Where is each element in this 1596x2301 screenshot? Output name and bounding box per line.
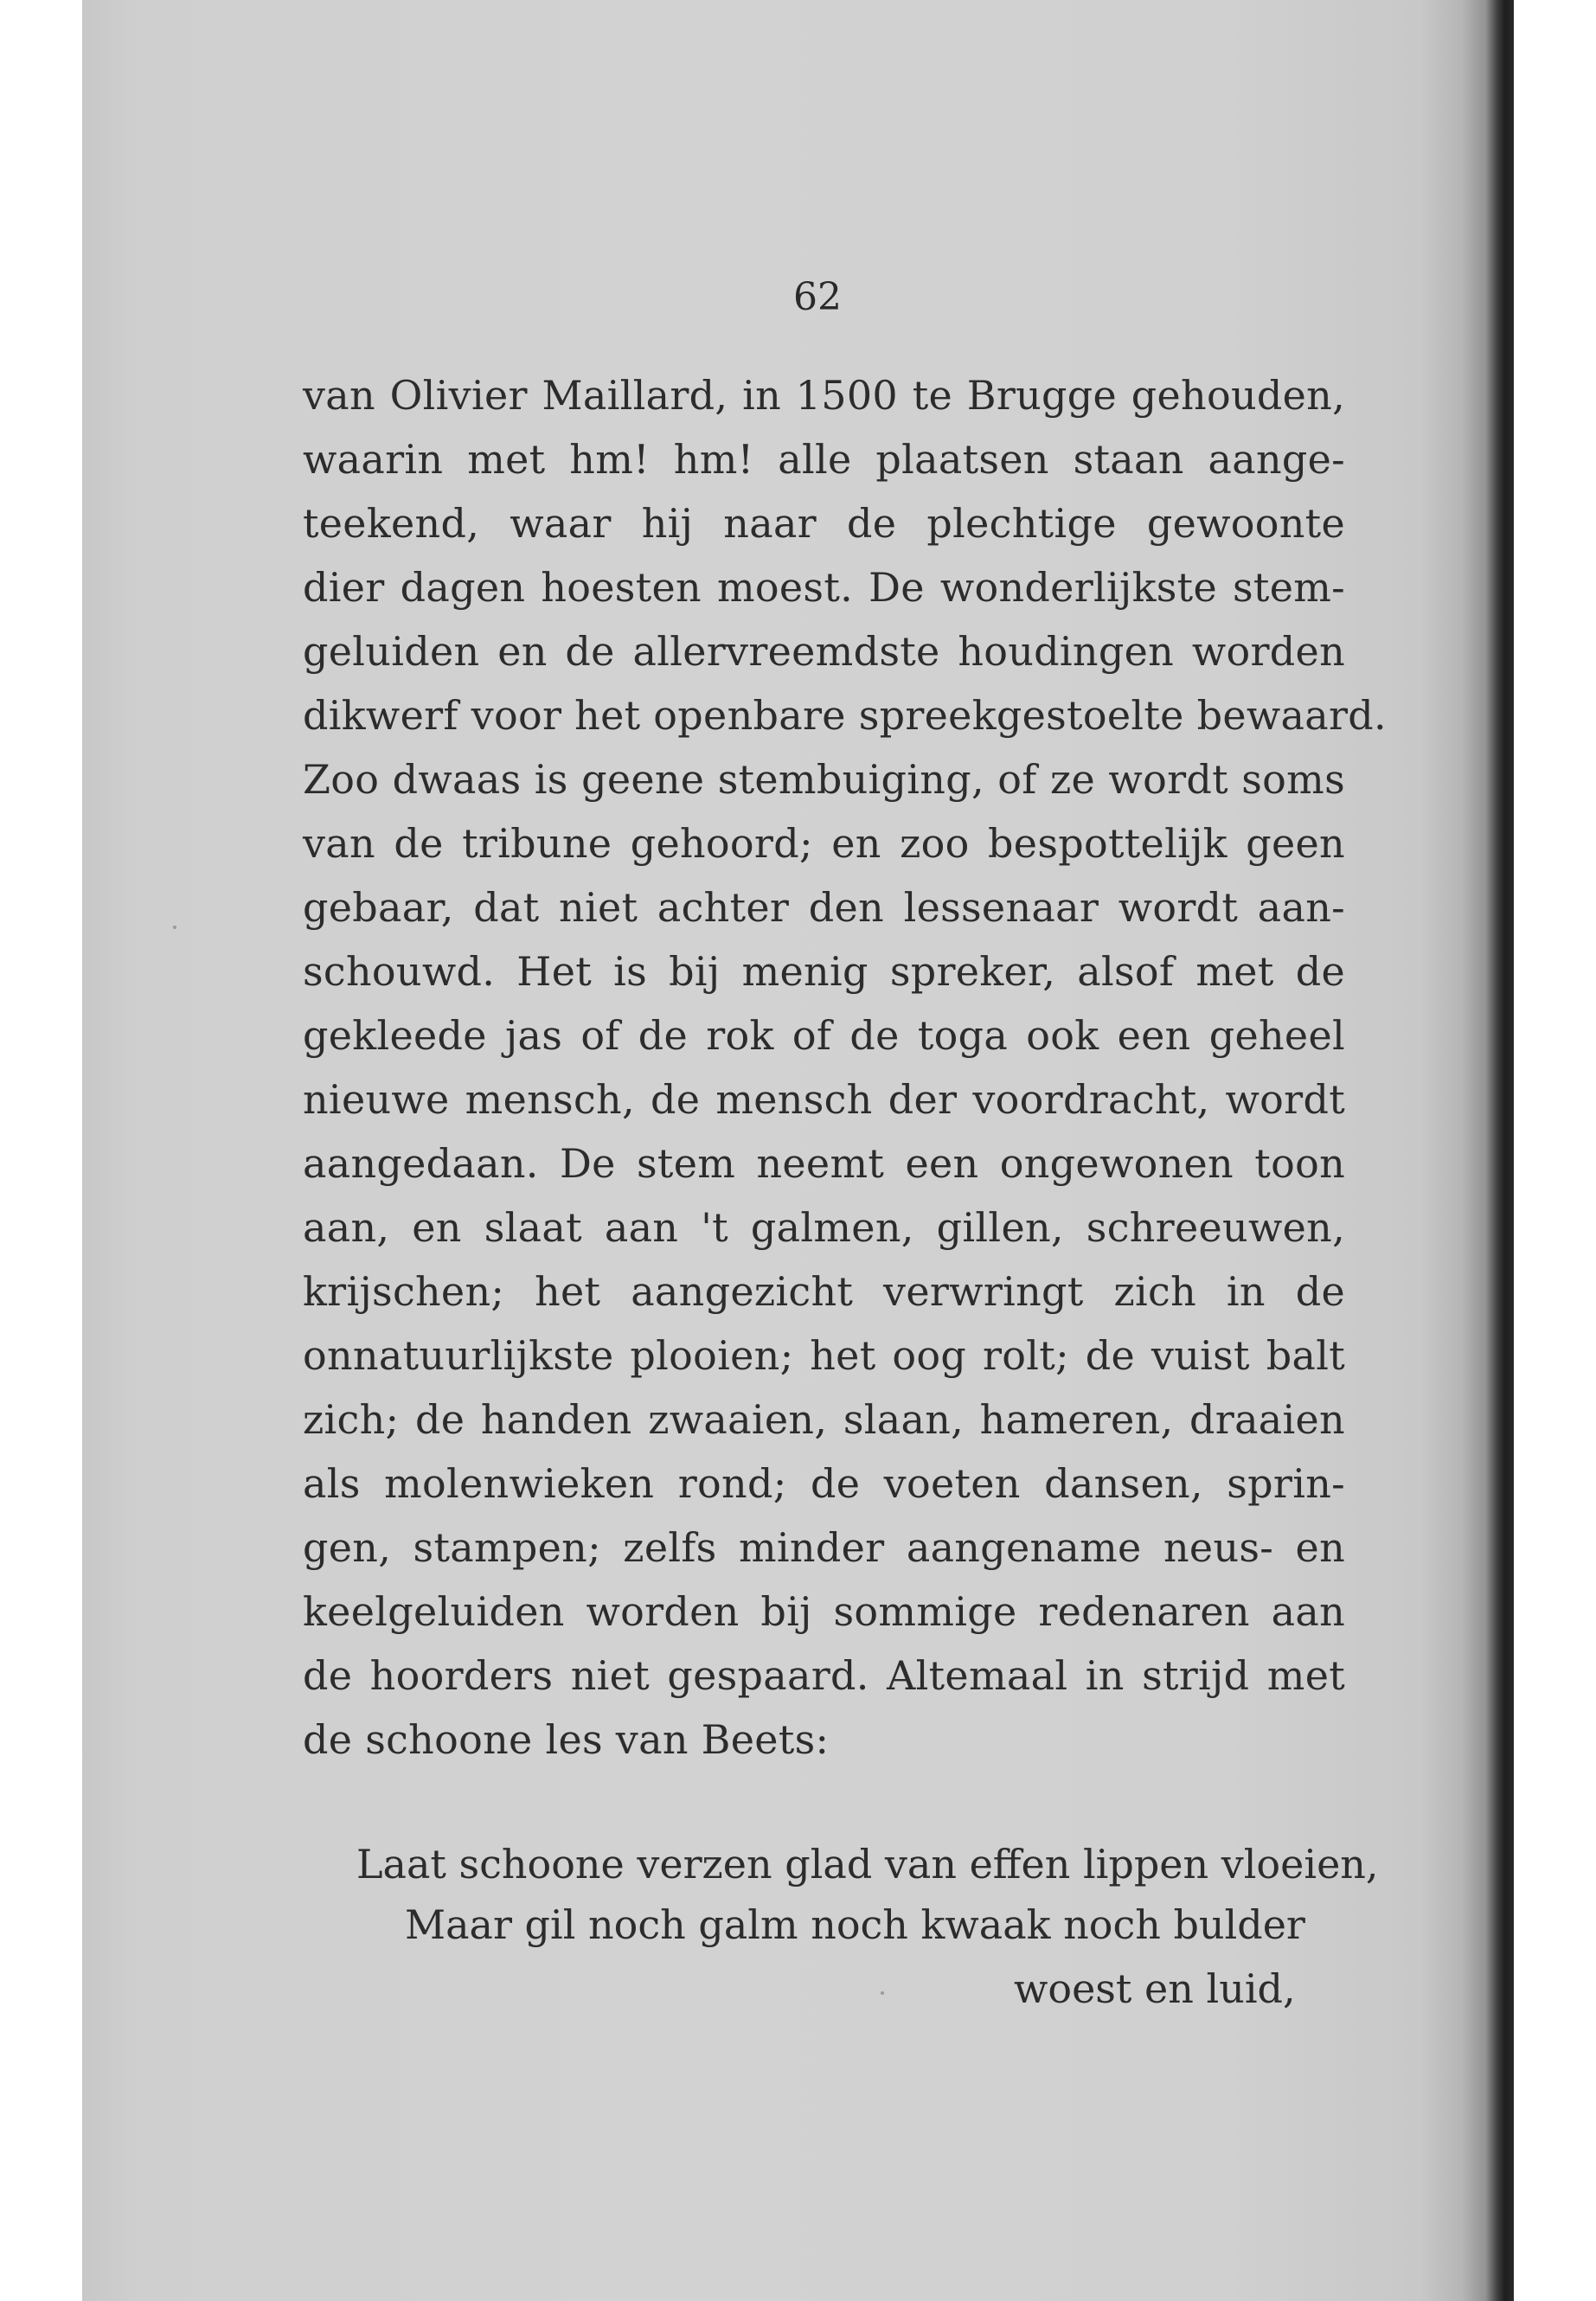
text-line: gekleede jas of de rok of de toga ook een geheel <box>303 1012 1345 1059</box>
verse-line: Maar gil noch galm noch kwaak noch bulder <box>405 1901 1305 1948</box>
text-line: Zoo dwaas is geene stembuiging, of ze wordt soms <box>303 756 1345 803</box>
paper-speck <box>881 1991 884 1995</box>
text-line: de hoorders niet gespaard. Altemaal in strijd met <box>303 1652 1345 1699</box>
text-line: krijschen; het aangezicht verwringt zich in de <box>303 1268 1345 1315</box>
text-line: van Olivier Maillard, in 1500 te Brugge gehouden, <box>303 372 1345 419</box>
paper-speck <box>173 926 176 929</box>
text-line: keelgeluiden worden bij sommige redenaren aan <box>303 1588 1345 1635</box>
text-line: aangedaan. De stem neemt een ongewonen toon <box>303 1140 1345 1187</box>
text-line: dier dagen hoesten moest. De wonderlijkste stem- <box>303 564 1345 611</box>
text-line: gebaar, dat niet achter den lessenaar wordt aan- <box>303 884 1345 931</box>
text-line: teekend, waar hij naar de plechtige gewoonte <box>303 500 1345 547</box>
text-line: dikwerf voor het openbare spreekgestoelte bewaard. <box>303 692 1387 739</box>
body-paragraph <box>303 363 1387 1772</box>
text-line: de schoone les van Beets: <box>303 1716 830 1763</box>
text-line: gen, stampen; zelfs minder aangename neus- en <box>303 1524 1345 1571</box>
text-line: schouwd. Het is bij menig spreker, alsof met de <box>303 948 1345 995</box>
verse-line: Laat schoone verzen glad van effen lippen vloeien, <box>356 1841 1379 1888</box>
text-line: geluiden en de allervreemdste houdingen worden <box>303 628 1345 675</box>
verse-line: woest en luid, <box>1014 1965 1296 2012</box>
text-line: nieuwe mensch, de mensch der voordracht, wordt <box>303 1076 1345 1123</box>
scan-background <box>1514 0 1596 2301</box>
text-line: aan, en slaat aan 't galmen, gillen, schreeuwen, <box>303 1204 1345 1251</box>
text-line: van de tribune gehoord; en zoo bespottelijk geen <box>303 820 1345 867</box>
page-number: 62 <box>793 275 842 319</box>
text-line: waarin met hm! hm! alle plaatsen staan aange- <box>303 436 1345 483</box>
text-line: zich; de handen zwaaien, slaan, hameren, draaien <box>303 1396 1345 1443</box>
text-line: als molenwieken rond; de voeten dansen, sprin- <box>303 1460 1345 1507</box>
text-line: onnatuurlijkste plooien; het oog rolt; de vuist balt <box>303 1332 1345 1379</box>
page-edge-shadow <box>1484 0 1514 2301</box>
